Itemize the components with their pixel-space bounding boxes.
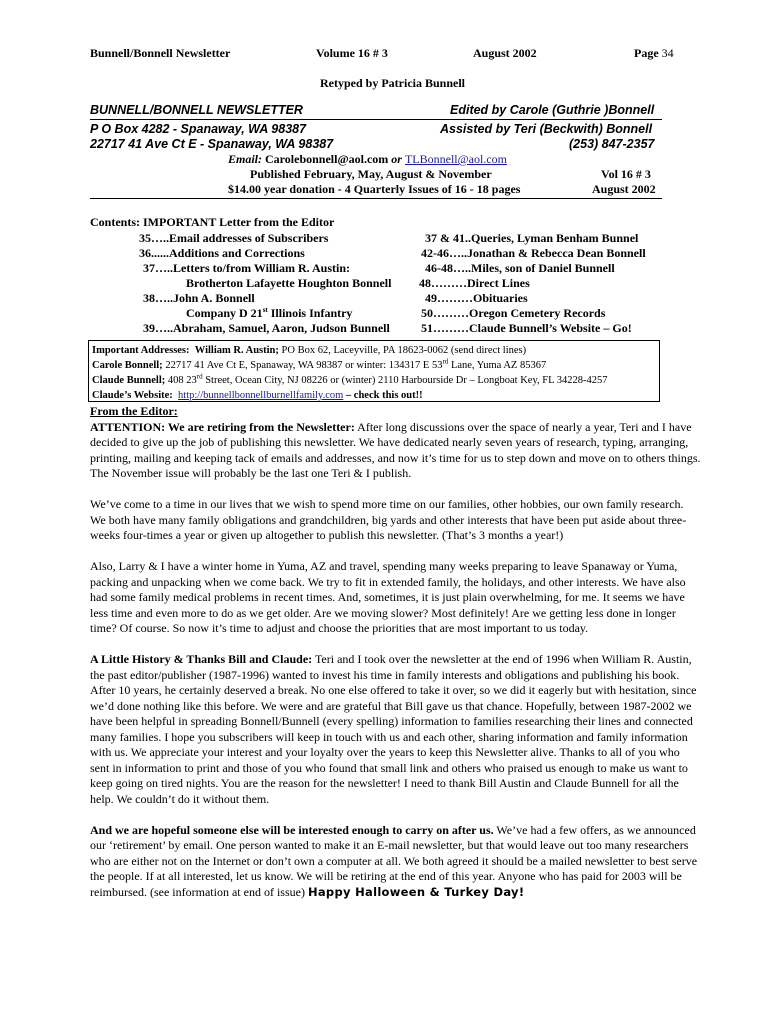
website-label: Claude’s Website: — [92, 390, 173, 401]
contents-right-item: 51………Claude Bunnell’s Website – Go! — [421, 321, 632, 335]
masthead-pobox: P O Box 4282 - Spanaway, WA 98387 — [90, 122, 307, 136]
masthead-bottom-rule — [90, 198, 662, 199]
contents-right-item: 42-46…..Jonathan & Rebecca Dean Bonnell — [421, 246, 646, 260]
paragraph-hopeful — [90, 823, 702, 901]
contents-right-item: 49………Obituaries — [425, 291, 528, 305]
header-page — [634, 46, 674, 61]
contents-company-sup: st — [262, 306, 268, 314]
carole-address-2: Lane, Yuma AZ 85367 — [448, 360, 547, 371]
email-or: or — [391, 152, 402, 166]
masthead-street: 22717 41 Ave Ct E - Spanaway, WA 98387 — [90, 137, 334, 151]
masthead-editor: Edited by Carole (Guthrie )Bonnell — [450, 103, 655, 117]
header-page-number: 34 — [661, 46, 674, 60]
contents-right-item: 50………Oregon Cemetery Records — [421, 306, 606, 320]
masthead-phone: (253) 847-2357 — [569, 137, 655, 151]
carole-name: Carole Bonnell; — [92, 360, 163, 371]
address-austin — [92, 343, 656, 358]
important-addresses-box — [88, 340, 660, 402]
contents-company-text: Company D 21 — [186, 306, 263, 320]
masthead-email-line — [228, 152, 507, 167]
contents-right-item: 37 & 41..Queries, Lyman Benham Bunnel — [425, 231, 639, 245]
paragraph-families: We’ve come to a time in our lives that we wish to spend more time on our families, other hobbies, our own family research. We both have many family obligations and grandchildren, big yards and other interests that have been put aside about three-weeks four-times a year or given up altogether to publish this newsletter. (That’s 3 months a year!) — [90, 497, 687, 542]
website-link[interactable]: http://bunnellbonnellburnellfamily.com — [178, 390, 344, 401]
paragraph-yuma: Also, Larry & I have a winter home in Yuma, AZ and travel, spending many weeks preparing to leave Spanaway or Yuma, packing and unpacking when we come back. We try to fit in extended family, the holidays, and other interests. We have also had some family medical problems in recent times. And, sometimes, it is just plain overwhelming, for me. It seems we have less time and even more to do as we get older. Are we moving slower? Most definitely! Are we getting less done in longer time? Of course. So now it’s time to adjust and choose the priorities that are most important to us today. — [90, 559, 686, 635]
contents-heading: Contents: IMPORTANT Letter from the Editor — [90, 215, 335, 229]
contents-right-item: 46-48…..Miles, son of Daniel Bunnell — [425, 261, 615, 275]
masthead-assistant: Assisted by Teri (Beckwith) Bonnell — [440, 122, 653, 136]
paragraph-retiring — [90, 420, 702, 482]
paragraph-history — [90, 652, 702, 807]
claude-name: Claude Bunnell; — [92, 375, 166, 386]
contents-left-item: 35…..Email addresses of Subscribers — [139, 231, 329, 245]
contents-company-suffix: Illinois Infantry — [267, 306, 353, 320]
header-volume: Volume 16 # 3 — [316, 46, 388, 60]
claude-sup: rd — [196, 372, 203, 381]
paragraph-retiring-text: After long discussions over the space of nearly a year, Teri and I have decided to give up the job of publishing this newsletter. We have dedicated nearly seven years of research, typing, arranging, printing, mailing and keeping tack of emails and addresses, and now it’s time for us to step down and move on to others things. The November issue will probably be the last one Teri & I publish. — [90, 419, 701, 480]
contents-left-item — [186, 306, 352, 321]
retyped-credit: Retyped by Patricia Bunnell — [320, 76, 466, 90]
website-note: – check this out!! — [343, 390, 423, 401]
austin-address: PO Box 62, Laceyville, PA 18623-0062 (send direct lines) — [278, 345, 527, 356]
masthead-donation: $14.00 year donation - 4 Quarterly Issues of 16 - 18 pages — [228, 182, 521, 196]
masthead-vol: Vol 16 # 3 — [601, 167, 651, 181]
contents-left-item: 38…..John A. Bonnell — [143, 291, 255, 305]
header-newsletter-name: Bunnell/Bonnell Newsletter — [90, 46, 231, 60]
paragraph-hopeful-lead: And we are hopeful someone else will be interested enough to carry on after us. — [90, 822, 494, 837]
editor-letter — [90, 404, 702, 916]
masthead-rule — [90, 119, 662, 120]
contents-left-item: Brotherton Lafayette Houghton Bonnell — [186, 276, 392, 290]
paragraph-history-text: Teri and I took over the newsletter at the end of 1996 when William R. Austin, the past editor/publisher (1987-1996) wanted to invest his time in family interests and obligations and publishing his book. After 10 years, he certainly deserved a break. No one else offered to take it over, so we did it eagerly but with hesitation, since we’d done nothing like this before. We were and are grateful that Bill gave us that chance. Hopefully, between 1987-2002 we have been helpful in spreading Bonnell/Bunnell (every spelling) information to families researching their lines and connected many families. I hope you subscribers will keep in touch with us and each other, sharing information and family information with us. We appreciate your interest and your loyalty over the years to keep this Newsletter alive. Thanks to all of you who sent in information to print and those of you who found that small link and others who praised us enough to make us want to keep going on tired nights. You are the reason for the newsletter! I need to thank Bill Austin and Claude Bunnell for all the help. We couldn’t do it without them. — [90, 652, 697, 806]
masthead-title: BUNNELL/BONNELL NEWSLETTER — [90, 103, 303, 117]
address-carole — [92, 358, 656, 373]
addresses-title: Important Addresses: — [92, 345, 190, 356]
header-date: August 2002 — [473, 46, 537, 60]
carole-address-1: 22717 41 Ave Ct E, Spanaway, WA 98387 or winter: 134317 E 53 — [162, 360, 443, 371]
email-carole: Carolebonnell@aol.com — [265, 152, 389, 166]
address-website — [92, 388, 656, 403]
contents-left-item: 39…..Abraham, Samuel, Aaron, Judson Bunnell — [143, 321, 390, 335]
email-teri-link[interactable]: TLBonnell@aol.com — [404, 152, 507, 166]
claude-address-2: Street, Ocean City, NJ 08226 or (winter) 2110 Harbourside Dr – Longboat Key, FL 34228-4257 — [202, 375, 608, 386]
carole-sup: rd — [442, 357, 449, 366]
claude-address-1: 408 23 — [165, 375, 197, 386]
paragraph-retiring-lead: ATTENTION: We are retiring from the Newsletter: — [90, 419, 355, 434]
closing-greeting: Happy Halloween & Turkey Day! — [307, 884, 525, 899]
contents-left-item: 36......Additions and Corrections — [139, 246, 305, 260]
paragraph-hopeful-text: We’ve had a few offers, as we announced our ‘retirement’ by email. One person wanted to make it an E-mail newsletter, but that would leave out too many researchers who are either not on the Internet or don’t own a computer at all. We both agreed it should be a mailed newsletter to best serve the people. If at all interested, let us know. We will be retiring at the end of this year. Anyone who has paid for 2003 will be reimbursed. (see information at end of issue) — [90, 822, 698, 899]
email-label: Email: — [228, 152, 263, 166]
contents-left-item: 37…..Letters to/from William R. Austin: — [143, 261, 350, 275]
paragraph-history-lead: A Little History & Thanks Bill and Claude: — [90, 652, 313, 666]
editor-heading: From the Editor: — [90, 404, 178, 418]
contents-right-item: 48………Direct Lines — [419, 276, 530, 290]
masthead-published: Published February, May, August & November — [250, 167, 492, 181]
address-claude — [92, 373, 656, 388]
masthead-issue-date: August 2002 — [592, 182, 656, 196]
austin-name: William R. Austin; — [194, 345, 279, 356]
header-page-label: Page — [634, 46, 659, 60]
